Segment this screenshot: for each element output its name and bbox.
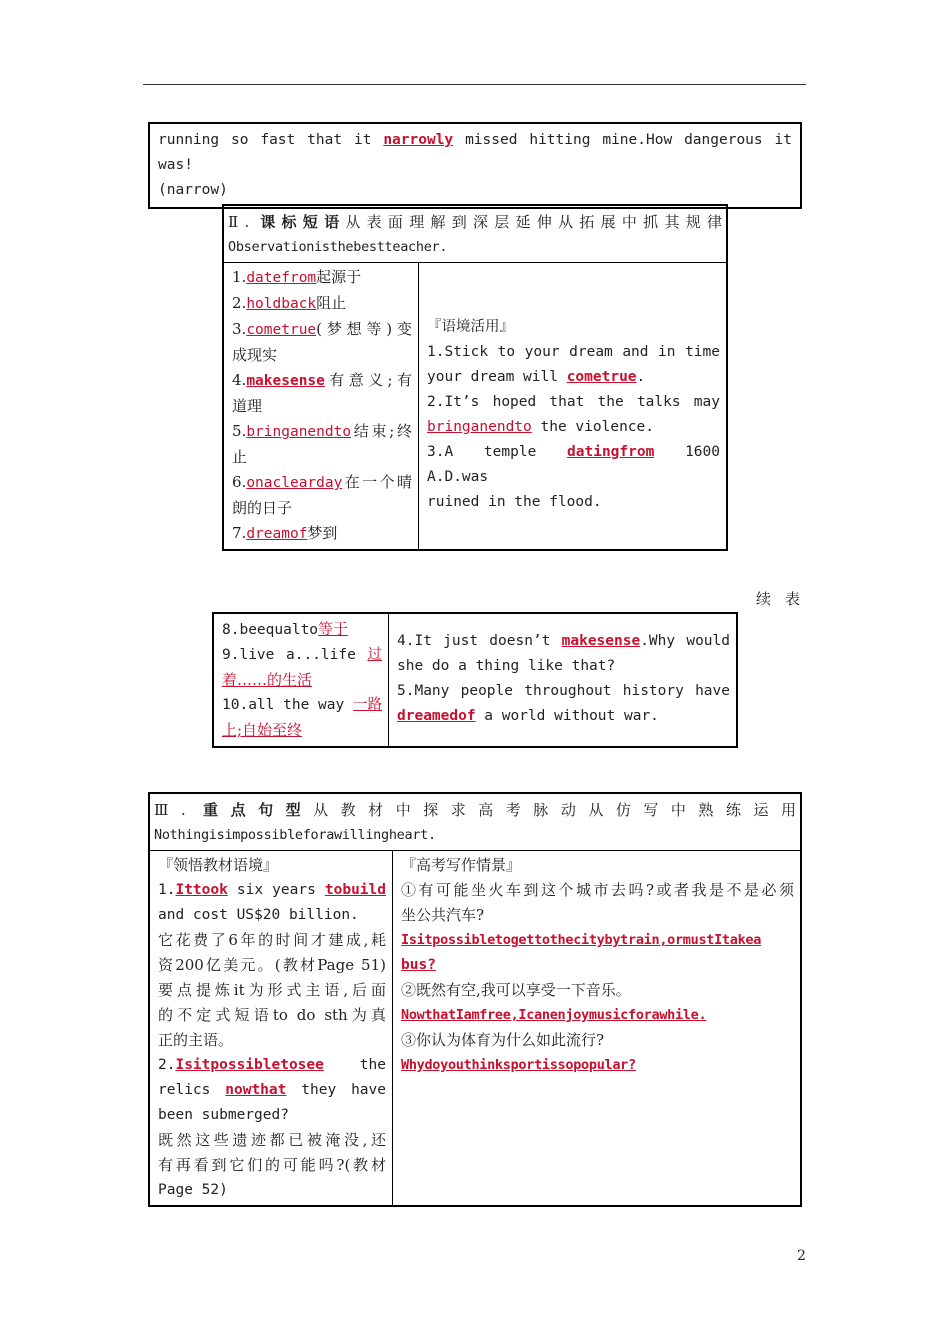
phrase-item: 1.datefrom起源于 xyxy=(232,268,362,286)
top-box-line1: running so fast that it narrowly missed hitting mine.How dangerous it was! xyxy=(158,132,792,173)
exercise-line: dreamedof a world without war. xyxy=(397,708,659,724)
phrase-item-tail: 上;自始至终 xyxy=(222,721,303,739)
section-3-table xyxy=(148,792,802,1207)
exercise-line: your dream will cometrue. xyxy=(427,369,646,385)
sentence-line: and cost US$20 billion. xyxy=(158,907,359,923)
exercise-line: 5.Many people throughout history have xyxy=(397,683,730,699)
header-rule xyxy=(143,84,806,85)
context-title: 『语境活用』 xyxy=(427,319,514,335)
writing-answer: NowthatIamfree,Icanenjoymusicforawhile. xyxy=(401,1007,707,1023)
phrase-item: 7.dreamof梦到 xyxy=(232,524,338,542)
phrase-item-tail: 成现实 xyxy=(232,346,278,364)
sentence-line: relics nowthat they have xyxy=(158,1082,386,1098)
answer: narrowly xyxy=(383,132,454,148)
sentence-line: 要点提炼it为形式主语,后面 xyxy=(158,981,386,999)
textbook-context xyxy=(149,851,393,1207)
writing-line: ②既然有空,我可以享受一下音乐。 xyxy=(401,981,631,999)
writing-context xyxy=(393,851,802,1207)
section-2-cont-table xyxy=(212,612,738,748)
phrase-item: 8.beequalto等于 xyxy=(222,620,349,638)
page-number: 2 xyxy=(797,1248,806,1264)
exercise-line: she do a thing like that? xyxy=(397,658,616,674)
writing-answer: bus? xyxy=(401,957,436,973)
section-2-table xyxy=(222,204,728,551)
sentence-line: 资200亿美元。(教材Page 51) xyxy=(158,956,386,974)
sentence-line: 有再看到它们的可能吗?(教材 xyxy=(158,1156,386,1174)
sentence-line: 正的主语。 xyxy=(158,1031,234,1049)
sentence-line: Page 52) xyxy=(158,1182,228,1198)
exercise-line: ruined in the flood. xyxy=(427,494,602,510)
sentence-line: 它花费了6年的时间才建成,耗 xyxy=(158,931,386,949)
column-title: 『领悟教材语境』 xyxy=(158,856,279,874)
column-title: 『高考写作情景』 xyxy=(401,856,522,874)
top-box-line2: (narrow) xyxy=(158,182,228,198)
top-box xyxy=(148,122,802,209)
phrase-item: 6.onaclearday在一个晴 xyxy=(232,473,412,491)
exercise-line: 3.A temple datingfrom 1600 A.D.was xyxy=(427,444,720,485)
sentence-line: been submerged? xyxy=(158,1107,289,1123)
phrase-item-tail: 道理 xyxy=(232,397,263,415)
section-2-heading: Ⅱ. 课标短语从表面理解到深层延伸从拓展中抓其规律 xyxy=(228,213,722,231)
exercise-line: bringanendto the violence. xyxy=(427,419,654,435)
continued-label: 续表 xyxy=(756,590,815,608)
exercise-line: 4.It just doesn’t makesense.Why would xyxy=(397,633,730,649)
phrase-item: 5.bringanendto结束;终 xyxy=(232,422,412,440)
writing-answer: Isitpossibletogettothecitybytrain,ormustItakea xyxy=(401,932,762,948)
section-3-heading: Ⅲ. 重点句型从教材中探求高考脉动从仿写中熟练运用 xyxy=(154,801,796,819)
phrase-list xyxy=(223,263,419,551)
sentence-line: 既然这些遗迹都已被淹没,还 xyxy=(158,1131,386,1149)
sentence-line: 1.Ittook six years tobuild xyxy=(158,882,386,898)
section-3-motto: Nothingisimpossibleforawillingheart. xyxy=(154,827,436,843)
phrase-item: 10.all the way 一路 xyxy=(222,697,382,713)
phrase-item: 9.live a...life 过 xyxy=(222,647,382,663)
writing-line: ③你认为体育为什么如此流行? xyxy=(401,1031,605,1049)
writing-answer: Whydoyouthinksportissopopular? xyxy=(401,1057,636,1073)
writing-line: ①有可能坐火车到这个城市去吗?或者我是不是必须 xyxy=(401,881,794,899)
phrase-list-cont xyxy=(213,613,389,747)
context-usage-cont xyxy=(389,613,738,747)
context-usage xyxy=(419,263,728,551)
phrase-item-tail: 朗的日子 xyxy=(232,499,293,517)
phrase-item-tail: 止 xyxy=(232,448,248,466)
section-2-motto: Observationisthebestteacher. xyxy=(228,239,448,255)
phrase-item-tail: 着……的生活 xyxy=(222,671,313,689)
exercise-line: 1.Stick to your dream and in time xyxy=(427,344,720,360)
exercise-line: 2.It’s hoped that the talks may xyxy=(427,394,720,410)
phrase-item: 2.holdback阻止 xyxy=(232,294,347,312)
sentence-line: 的不定式短语to do sth为真 xyxy=(158,1006,386,1024)
sentence-line: 2.Isitpossibletosee the xyxy=(158,1057,386,1073)
phrase-item: 4.makesense有意义;有 xyxy=(232,371,412,389)
writing-line: 坐公共汽车? xyxy=(401,906,485,924)
phrase-item: 3.cometrue(梦想等)变 xyxy=(232,320,412,338)
